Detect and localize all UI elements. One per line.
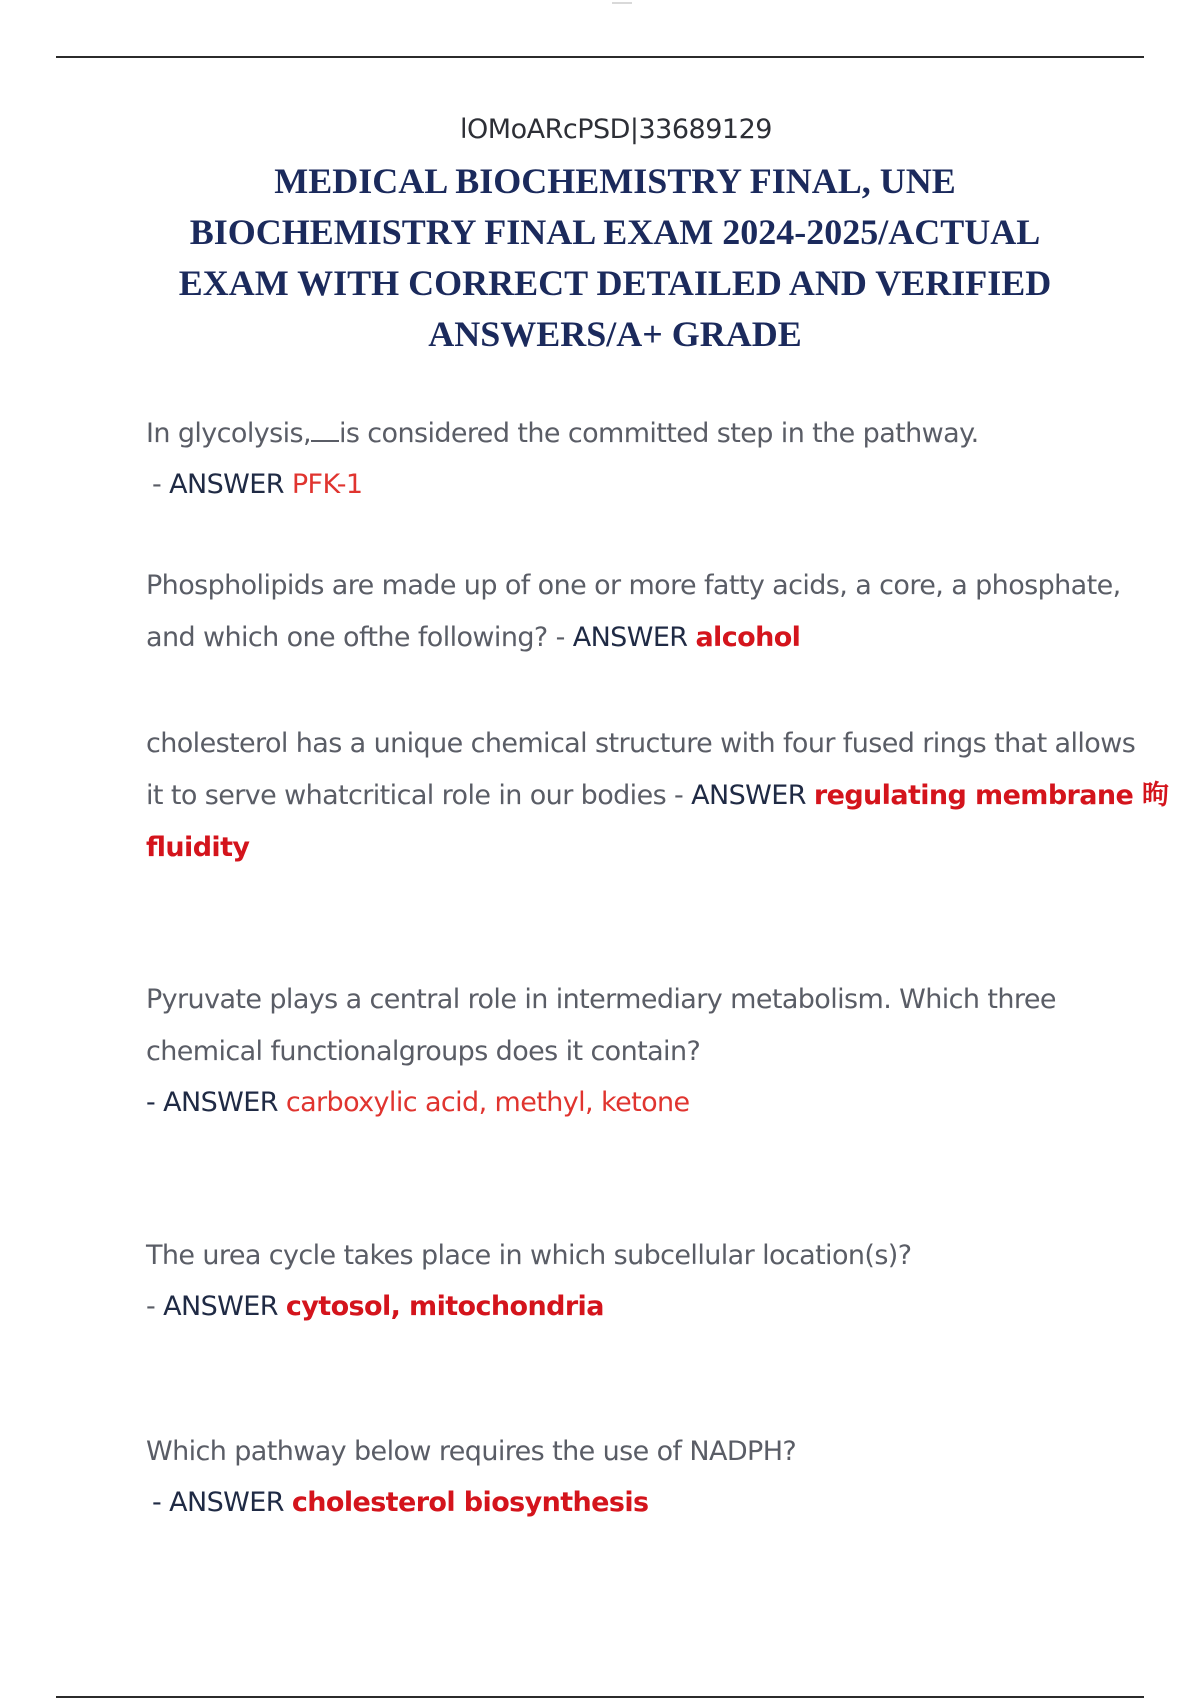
question-text: Which pathway below requires the use of NADPH? bbox=[146, 1436, 797, 1467]
document-id: lOMoARcPSD|33689129 bbox=[460, 114, 772, 145]
question-text bbox=[146, 612, 1106, 664]
answer-label: ANSWER bbox=[169, 1487, 284, 1518]
answer-value: PFK-1 bbox=[291, 469, 363, 500]
question-text-part: In glycolysis, bbox=[146, 418, 311, 449]
answer-label: ANSWER bbox=[163, 1291, 278, 1322]
answer-continuation bbox=[146, 822, 1106, 874]
qa-item-3 bbox=[146, 718, 1169, 874]
question-text: The urea cycle takes place in which subcellular location(s)? bbox=[146, 1240, 912, 1271]
qa-item-2 bbox=[146, 560, 1121, 664]
question-text-part: and which one ofthe following? - bbox=[146, 622, 565, 653]
qa-item-6 bbox=[146, 1426, 1106, 1528]
answer-label: ANSWER bbox=[572, 622, 688, 653]
question-text-part: it to serve whatcritical role in our bodies - bbox=[146, 780, 684, 811]
fill-in-blank bbox=[311, 420, 339, 442]
answer-label: ANSWER bbox=[169, 469, 284, 500]
qa-item-5 bbox=[146, 1230, 1106, 1332]
answer-label: ANSWER bbox=[163, 1087, 278, 1118]
qa-item-4 bbox=[146, 974, 1106, 1128]
answer-line bbox=[146, 1282, 1106, 1332]
question-text bbox=[146, 770, 1169, 822]
answer-label: ANSWER bbox=[691, 780, 806, 811]
answer-value: cytosol, mitochondria bbox=[285, 1291, 604, 1322]
answer-dash: - bbox=[152, 469, 170, 500]
answer-dash: - bbox=[146, 1291, 164, 1322]
qa-item-1 bbox=[146, 408, 1106, 510]
answer-dash: - bbox=[146, 1087, 164, 1118]
question-text: cholesterol has a unique chemical structure with four fused rings that allows bbox=[146, 728, 1136, 759]
answer-value: cholesterol biosynthesis bbox=[291, 1487, 649, 1518]
question-text: chemical functionalgroups does it contain? bbox=[146, 1036, 701, 1067]
answer-value: regulating membrane 昫 bbox=[813, 780, 1169, 811]
answer-line bbox=[146, 1478, 1106, 1528]
answer-value: ﬂuidity bbox=[146, 832, 250, 863]
top-edge-mark bbox=[612, 0, 632, 4]
answer-value: carboxylic acid, methyl, ketone bbox=[285, 1087, 690, 1118]
answer-dash: - bbox=[152, 1487, 170, 1518]
question-text-part: is considered the committed step in the pathway. bbox=[338, 418, 979, 449]
answer-value: alcohol bbox=[695, 622, 801, 653]
question-text bbox=[146, 408, 1106, 460]
page-title: MEDICAL BIOCHEMISTRY FINAL, UNE BIOCHEMISTRY FINAL EXAM 2024-2025/ACTUAL EXAM WITH CORRECT DETAILED AND VERIFIED ANSWERS/A+ GRADE bbox=[178, 161, 1052, 354]
answer-line bbox=[146, 1078, 1106, 1128]
question-text: Phospholipids are made up of one or more fatty acids, a core, a phosphate, bbox=[146, 570, 1121, 601]
bottom-rule bbox=[56, 1696, 1144, 1698]
question-text: Pyruvate plays a central role in intermediary metabolism. Which three bbox=[146, 984, 1056, 1015]
answer-line bbox=[146, 460, 1106, 510]
top-rule bbox=[56, 56, 1144, 58]
